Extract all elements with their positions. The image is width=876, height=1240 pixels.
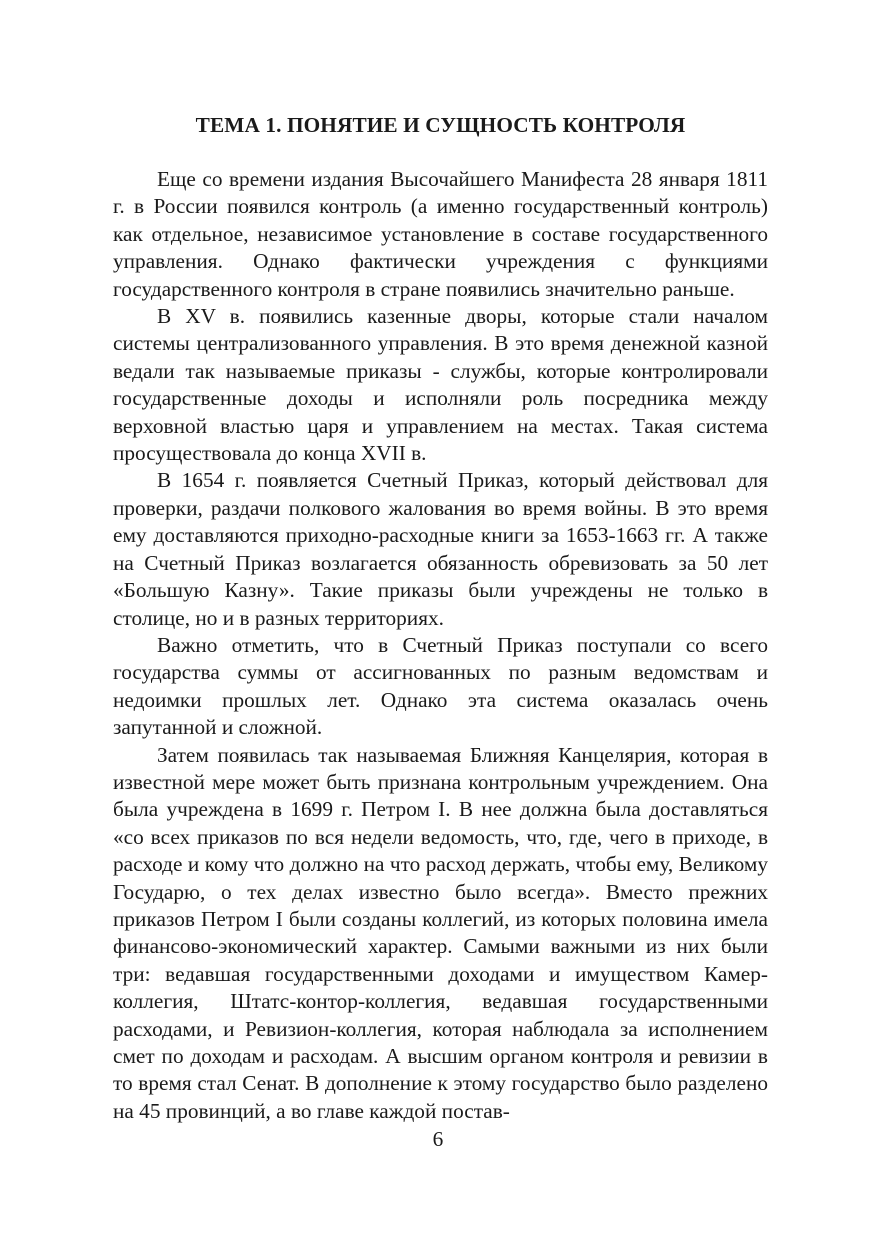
paragraph-2: В XV в. появились казенные дворы, которые стали началом системы централизованного управления. В это время денежной казной ведали так называемые приказы - службы, которые контролировали государственные доходы и исполняли роль посредника между верховной властью царя и управлением на местах. Такая система просуществовала до конца XVII в. xyxy=(113,304,768,466)
paragraph-4: Важно отметить, что в Счетный Приказ поступали со всего государства суммы от ассигнованных по разным ведомствам и недоимки прошлых лет. Однако эта система оказалась очень запутанной и сложной. xyxy=(113,632,768,740)
body-text xyxy=(113,166,768,1125)
paragraph-5: Затем появилась так называемая Ближняя Канцелярия, которая в известной мере может быть признана контрольным учреждением. Она была учреждена в 1699 г. Петром I. В нее должна была доставляться «со всех приказов по вся недели ведомость, что, где, чего в приходе, в расходе и кому что должно на что расход держать, чтобы ему, Великому Государю, о тех делах известно было всегда». Вместо прежних приказов Петром I были созданы коллегий, из которых половина имела финансово-экономический характер. Самыми важными из них были три: ведавшая государственными доходами и имуществом Камер-коллегия, Штатс-контор-коллегия, ведавшая государственными расходами, и Ревизион-коллегия, которая наблюдала за исполнением смет по доходам и расходам. А высшим органом контроля и ревизии в то время стал Сенат. В дополнение к этому государство было разделено на 45 провинций, а во главе каждой постав- xyxy=(113,742,768,1123)
page-number: 6 xyxy=(432,1127,444,1151)
paragraph-3: В 1654 г. появляется Счетный Приказ, который действовал для проверки, раздачи полкового жалования во время войны. В это время ему доставляются приходно-расходные книги за 1653-1663 гг. А также на Счетный Приказ возлагается обязанность обревизовать за 50 лет «Большую Казну». Такие приказы были учреждены не только в столице, но и в разных территориях. xyxy=(113,468,768,630)
document-page xyxy=(113,108,768,1125)
paragraph-1: Еще со времени издания Высочайшего Манифеста 28 января 1811 г. в России появился контроль (а именно государственный контроль) как отдельное, независимое установление в составе государственного управления. Однако фактически учреждения с функциями государственного контроля в стране появились значительно раньше. xyxy=(113,167,768,301)
page-title: ТЕМА 1. ПОНЯТИЕ И СУЩНОСТЬ КОНТРОЛЯ xyxy=(195,113,686,137)
